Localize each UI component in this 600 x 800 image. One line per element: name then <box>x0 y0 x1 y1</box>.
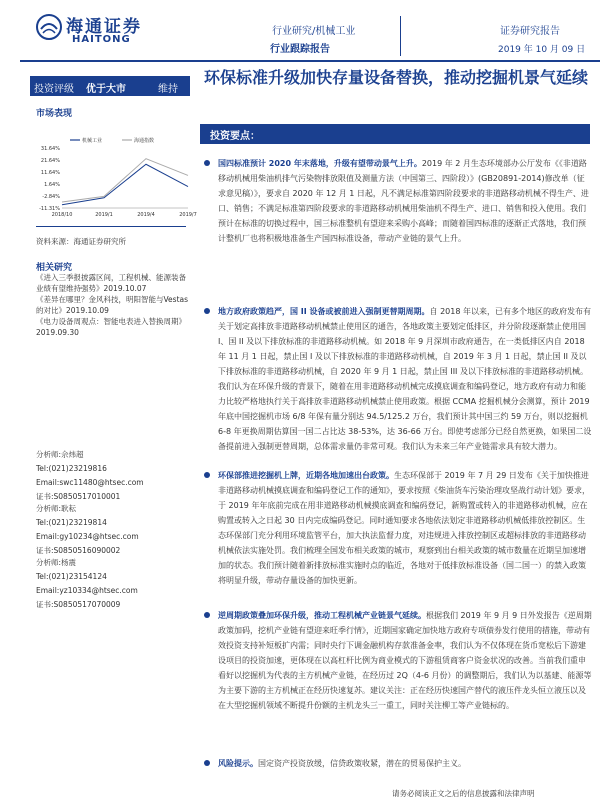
market-chart <box>32 132 197 222</box>
key-point-paragraph <box>204 156 592 246</box>
analyst-name: 分析师:杨震 <box>36 558 77 567</box>
key-point-paragraph <box>204 756 592 771</box>
key-point-paragraph <box>204 608 592 713</box>
related-heading: 相关研究 <box>36 263 73 273</box>
market-chart-svg <box>32 132 197 222</box>
header-rule <box>20 60 600 62</box>
y-tick-label: -2.84% <box>42 194 60 200</box>
y-tick-label: 31.64% <box>40 146 60 152</box>
y-tick-label: 1.64% <box>44 182 60 188</box>
related-item[interactable]: 《差异在哪里？金风科技，明阳智能与Vestas 的对比》2019.10.09 <box>36 295 189 315</box>
key-point-lead: 环保部推进挖掘机上牌，近期各地加速出台政策。 <box>218 471 394 480</box>
analyst-block <box>36 448 188 504</box>
legend-label-2: 海通指数 <box>134 138 155 144</box>
report-type: 行业跟踪报告 <box>270 44 330 55</box>
analyst-email[interactable]: Email:swc11480@htsec.com <box>36 478 144 487</box>
rating-value: 优于大市 <box>86 84 126 95</box>
key-point-lead: 风险提示。 <box>218 759 258 768</box>
logo-english: HAITONG <box>72 34 131 45</box>
related-list <box>36 272 188 338</box>
analyst-cert: 证书:S0850517010001 <box>36 492 121 501</box>
key-point-body: 根据我们 2019 年 9 月 9 日外发报告《逆周期政策加码，挖机产业链有望迎来旺季行情》，近期国家确定加快地方政府专项债券发行使用的措施，带动有效投资支持补短板扩内需；同时央行下调金融机构存款准备金率，我们认为不仅体现在货币宽松后下游建设项目的投资加速，更体现在以高杠杆比例为商业模式的下游租赁商客户资金状况的改善。当前我们重申看好以挖掘机为代表的主方机械产业链，在经历过 2Q（4-6 月份）的调整期后，我们认为以基建、能源等为主要下游的主方机械正在经历快速复苏。建议关注：正在经历快速国产替代的液压件龙头恒立液压以及在大型挖掘机领域不断提升份额的主机龙头三一重工，同时关注柳工等产业链标的。 <box>218 611 592 710</box>
report-category: 行业研究/机械工业 <box>272 26 356 37</box>
bullet-icon <box>204 308 210 314</box>
legend-label-1: 机械工业 <box>82 138 103 144</box>
analyst-block <box>36 556 188 612</box>
key-point-paragraph <box>204 304 592 454</box>
series-line-jixie <box>62 164 188 205</box>
x-tick-label: 2019/7 <box>179 212 197 218</box>
analyst-name: 分析师:佘炜超 <box>36 450 84 459</box>
haitong-logo-icon <box>36 14 62 40</box>
disclaimer-footer: 请务必阅读正文之后的信息披露和法律声明 <box>392 789 535 798</box>
y-tick-label: 11.64% <box>40 170 60 176</box>
y-tick-label: -11.31% <box>39 206 60 212</box>
related-item[interactable]: 《进入三季报披露区间，工程机械、能源装备业绩有望维持强势》2019.10.07 <box>36 273 186 293</box>
x-tick-label: 2019/1 <box>95 212 113 218</box>
bullet-icon <box>204 612 210 618</box>
y-tick-label: 21.64% <box>40 158 60 164</box>
bullet-icon <box>204 472 210 478</box>
analyst-tel: Tel:(021)23219814 <box>36 518 107 527</box>
page-header <box>0 0 600 64</box>
source-rule <box>36 226 186 227</box>
page-title: 环保标准升级加快存量设备替换，推动挖掘机景气延续 <box>204 68 589 87</box>
series-line-haitong <box>62 159 188 202</box>
analyst-email[interactable]: Email:yz10334@htsec.com <box>36 586 138 595</box>
rating-change: 维持 <box>158 84 178 95</box>
report-date: 2019 年 10 月 09 日 <box>498 45 586 55</box>
key-point-body: 生态环保部于 2019 年 7 月 29 日发布《关于加快推进非道路移动机械摸底调查和编码登记工作的通知》，要求按照《柴油货车污染治理攻坚战行动计划》要求，于 2019 年年底前完成在用非道路移动机械摸底调查和编码登记，新购置或转入的非道路移动机械，应在购置或转入之日起 30 日内完成编码登记。同时通知要求各地依法划定非道路移动机械低排放控制区。生态环保部门充分利用环境监管平台，加大执法监督力度，对违规进入排放控制区或超标排放的非道路移动机械依法实施处罚。我们梳理全国发布相关政策的城市，观察到出台相关政策的城市数量在近期呈加速增加的状态。我们预计随着新排放标准实施时点的临近，各地对于低排放标准设备（国二国一）的禁入政策将明显升级，带动存量设备的加快更新。 <box>218 471 590 585</box>
key-point-lead: 逆周期政策叠加环保升级，推动工程机械产业链景气延续。 <box>218 611 426 620</box>
x-tick-label: 2019/4 <box>137 212 155 218</box>
analyst-block <box>36 502 188 558</box>
key-point-lead: 国四标准预计 2020 年末落地，升级有望带动景气上升。 <box>218 159 422 168</box>
analyst-email[interactable]: Email:gy10234@htsec.com <box>36 532 139 541</box>
header-divider <box>400 16 401 56</box>
key-point-body: 自 2018 年以来，已有多个地区的政府发布有关于划定高排放非道路移动机械禁止使用区的通告，各地政策主要划定低排区，并分阶段逐渐禁止使用国 I、国 II 及以下排放标准的非道路移动机械。如 2018 年 9 月深圳市政府通告，在一类低排区内自 2018 年 11 月 1 日起，禁止国 I 及以下排放标准的非道路移动机械，自 2019 年 3 月 1 日起，禁止国 II 及以下排放标准的非道路移动机械，自 2020 年 9 月 1 日起，禁止国 III 及以下排放标准的非道路移动机械。我们认为在环保升级的背景下，随着在用非道路移动机械完成摸底调查和编码登记，地方政府有动力和能力比较严格地执行关于高排放非道路移动机械禁止使用政策。根据 CCMA 挖掘机械分会测算，预计 2019 年底中国挖掘机市场 6/8 年保有量分别达 94.5/125.2 万台，我们预计其中国三约 59 万台，则以挖掘机 6-8 年更换周期估算国一国二占比达 38-53%，达 36-66 万台。即使考虑部分已经自然更换，如果国二设备提前进入强制更替周期，总体需求量仍非常可观。我们认为未来三年产业链需求具有较大潜力。 <box>218 307 592 451</box>
market-heading: 市场表现 <box>36 109 73 119</box>
key-point-body: 国定资产投资放缓，信贷政策收紧，潜在的贸易保护主义。 <box>258 759 466 768</box>
analyst-cert: 证书:S0850516090002 <box>36 546 121 555</box>
key-point-body: 2019 年 2 月生态环境部办公厅发布《《非道路移动机械用柴油机排气污染物排放限值及测量方法（中国第三、四阶段）》(GB20891-2014)修改单（征求意见稿）》，要求自 2020 年 12 月 1 日起，凡不满足标准第四阶段要求的非道路移动机械不得生产、进口、销售；不满足标准第四阶段要求的非道路移动机械用柴油机不得生产、进口、销售和投入使用。我们预计在标准的切换过程中，国三标准整机有望迎来采购小高峰；而随着国四标准的逐渐正式落地，我们预计整机厂也将积极地准备生产国四标准设备，带动产业链的景气上升。 <box>218 159 589 243</box>
analyst-cert: 证书:S0850517070009 <box>36 600 121 609</box>
haitong-logo <box>36 12 166 56</box>
key-point-lead: 地方政府政策趋严，国 II 设备或被前进入强制更替期周期。 <box>218 307 430 316</box>
investment-rating <box>30 76 190 96</box>
report-label: 证券研究报告 <box>500 26 560 37</box>
logo-chinese: 海通证券 <box>66 17 142 37</box>
bullet-icon <box>204 760 210 766</box>
key-point-paragraph <box>204 468 592 588</box>
analyst-name: 分析师:耿耘 <box>36 504 77 513</box>
rating-label: 投资评级 <box>34 84 74 95</box>
analyst-tel: Tel:(021)23219816 <box>36 464 107 473</box>
related-item[interactable]: 《电力设备周观点：智能电表进入替换周期》2019.09.30 <box>36 317 186 337</box>
analyst-tel: Tel:(021)23154124 <box>36 572 107 581</box>
chart-source: 资料来源：海通证券研究所 <box>36 237 126 246</box>
key-points-heading: 投资要点： <box>210 131 260 142</box>
key-points-bar <box>200 124 590 144</box>
bullet-icon <box>204 160 210 166</box>
x-tick-label: 2018/10 <box>51 212 73 218</box>
